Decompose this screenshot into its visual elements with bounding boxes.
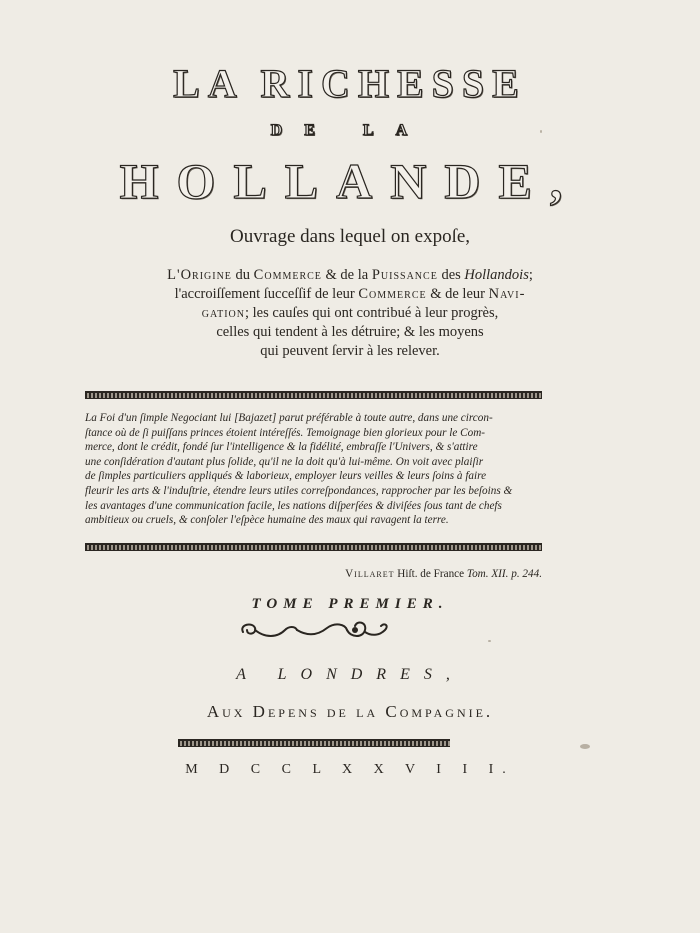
quote-source [85, 568, 542, 580]
text: des [437, 267, 465, 283]
quote-line: fleurir les arts & l'induſtrie, étendre leurs utiles correſpondances, rapprocher par les beſoins & [85, 484, 513, 497]
paper-stain [580, 744, 590, 749]
text-hollandois: Hollandois [464, 267, 529, 283]
text: du [231, 267, 254, 283]
description [0, 266, 700, 361]
divider-rule [85, 391, 542, 399]
paper-speck [488, 640, 491, 642]
title-line-3: HOLLANDE, [119, 153, 581, 209]
subtitle: Ouvrage dans lequel on expoſe, [229, 226, 471, 247]
quote-work: Hiſt. de France [394, 568, 467, 580]
imprint-publisher: Aux Depens de la Compagnie. [206, 702, 494, 721]
text-gation: gation [201, 305, 245, 321]
text: l'accroiſſement ſucceſſif de leur [174, 286, 359, 302]
divider-rule [85, 543, 542, 551]
text-origine: L'Origine [167, 267, 232, 283]
text-commerce: Commerce [253, 267, 322, 283]
quote-line: les avantages d'une communication facile, les nations diſperſées & diviſées ſous tant de chefs [85, 499, 502, 512]
quote-line: merce, dont le crédit, fondé ſur l'intelligence & la fidélité, embraſſe l'Univers, & s'attire [85, 441, 478, 454]
description-line-2 [0, 285, 700, 304]
quote-line: ambitieux ou cruels, & conſoler l'eſpèce humaine des maux qui ravagent la terre. [85, 514, 449, 527]
quote-author: Villaret [345, 568, 395, 580]
description-line-3 [0, 304, 700, 323]
imprint-city: A LONDRES, [236, 666, 464, 683]
text: ; [528, 267, 533, 283]
quote-line: une conſidération d'autant plus ſolide, qu'il ne la doit qu'à lui-même. On voit avec plaiſir [85, 455, 484, 468]
text: ; les cauſes qui ont contribué à leur progrès, [244, 305, 499, 321]
title-line-2: DE LA [270, 122, 430, 139]
scroll-ornament-icon [235, 616, 395, 646]
description-line-1 [0, 266, 700, 285]
quote-line: La Foi d'un ſimple Negociant lui [Bajazet] parut préférable à toute autre, dans une circon- [85, 412, 493, 424]
quote-line: ſtance où de ſi puiſſans princes étoient intéreſſés. Temoignage bien glorieux pour le Com- [85, 426, 485, 439]
description-line-4: celles qui tendent à les détruire; & les moyens [216, 324, 484, 340]
text-navigation: Navi- [488, 286, 526, 302]
volume-label: TOME PREMIER. [251, 596, 449, 612]
description-line-5: qui peuvent ſervir à les relever. [260, 343, 440, 359]
text-puissance: Puissance [371, 267, 438, 283]
paper-speck [540, 130, 542, 133]
quote-reference: Tom. XII. p. 244. [466, 568, 542, 580]
quote-line: de ſimples particuliers appliqués & laborieux, employer leurs veilles & leurs ſoins à faire [85, 470, 487, 483]
text: & de la [321, 267, 372, 283]
epigraph-quote [85, 411, 542, 528]
publication-year: M D C C L X X V I I I. [185, 762, 515, 777]
text-commerce: Commerce [358, 286, 427, 302]
title-line-1: LA RICHESSE [173, 61, 527, 106]
text: & de leur [426, 286, 489, 302]
divider-rule [178, 739, 450, 747]
